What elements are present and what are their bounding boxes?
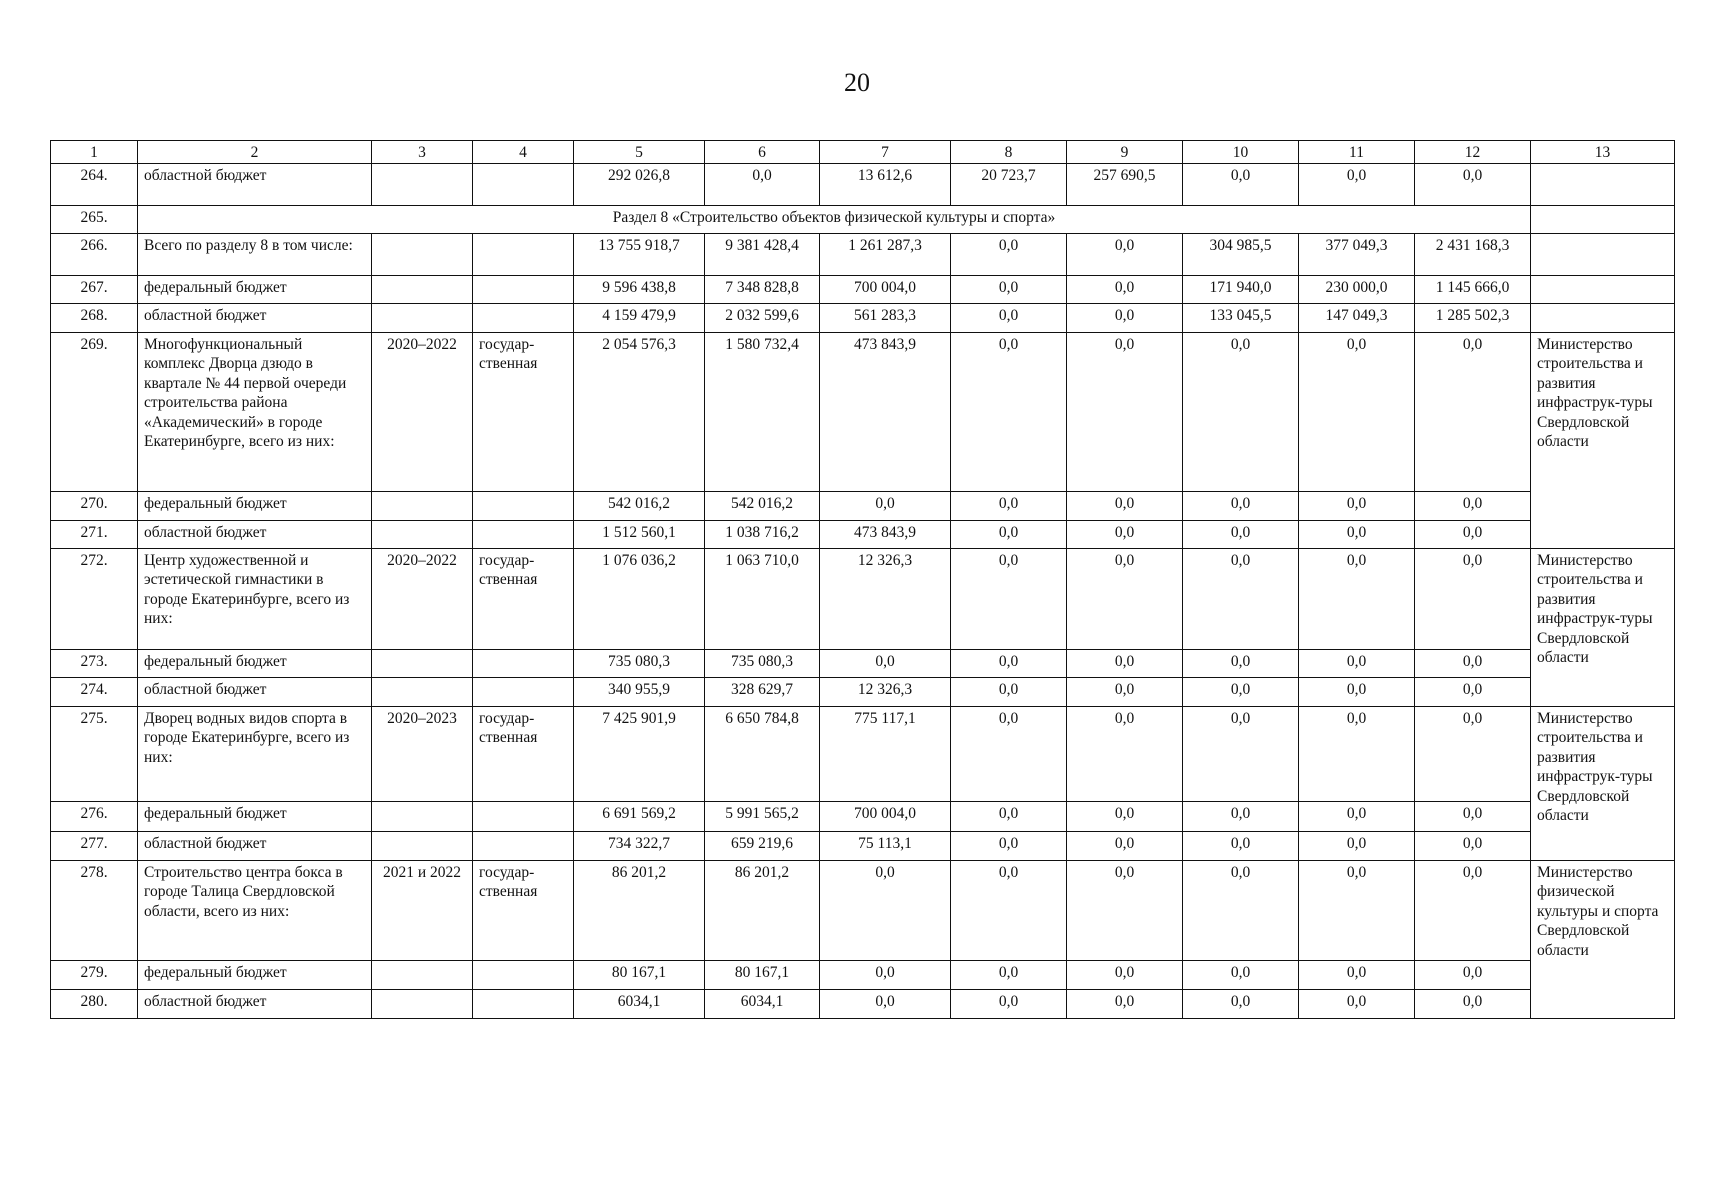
value-cell: 0,0 (820, 960, 951, 989)
value-cell: 377 049,3 (1299, 233, 1415, 275)
period-cell (372, 649, 473, 677)
value-cell: 0,0 (951, 677, 1067, 706)
row-number: 264. (51, 163, 138, 205)
value-cell: 0,0 (1067, 831, 1183, 860)
table-row (51, 303, 1675, 332)
item-name: областной бюджет (138, 831, 372, 860)
period-cell (372, 677, 473, 706)
responsible-cell: Министерство строительства и развития инфраструк-туры Свердловской области (1531, 332, 1675, 548)
value-cell: 0,0 (951, 303, 1067, 332)
period-cell: 2020–2022 (372, 332, 473, 491)
value-cell: 0,0 (951, 801, 1067, 831)
value-cell: 542 016,2 (705, 491, 820, 520)
table-row (51, 233, 1675, 275)
column-header: 11 (1299, 141, 1415, 164)
row-number: 279. (51, 960, 138, 989)
value-cell: 340 955,9 (574, 677, 705, 706)
type-cell (473, 303, 574, 332)
value-cell: 2 431 168,3 (1415, 233, 1531, 275)
value-cell: 13 755 918,7 (574, 233, 705, 275)
table-row (51, 677, 1675, 706)
responsible-cell (1531, 275, 1675, 303)
value-cell: 7 348 828,8 (705, 275, 820, 303)
value-cell: 0,0 (1299, 491, 1415, 520)
column-header: 12 (1415, 141, 1531, 164)
value-cell: 0,0 (1067, 860, 1183, 960)
value-cell: 7 425 901,9 (574, 706, 705, 801)
row-number: 272. (51, 548, 138, 649)
table-row (51, 163, 1675, 205)
value-cell: 0,0 (1183, 860, 1299, 960)
column-header: 8 (951, 141, 1067, 164)
value-cell: 257 690,5 (1067, 163, 1183, 205)
value-cell: 1 076 036,2 (574, 548, 705, 649)
value-cell: 0,0 (951, 860, 1067, 960)
responsible-cell: Министерство строительства и развития инфраструк-туры Свердловской области (1531, 548, 1675, 706)
period-cell (372, 520, 473, 548)
value-cell: 86 201,2 (705, 860, 820, 960)
value-cell: 6 691 569,2 (574, 801, 705, 831)
value-cell: 0,0 (951, 275, 1067, 303)
period-cell (372, 233, 473, 275)
value-cell: 0,0 (1183, 649, 1299, 677)
responsible-cell (1531, 303, 1675, 332)
period-cell (372, 491, 473, 520)
period-cell (372, 960, 473, 989)
value-cell: 0,0 (1299, 332, 1415, 491)
period-cell (372, 801, 473, 831)
value-cell: 0,0 (1299, 960, 1415, 989)
value-cell: 0,0 (820, 649, 951, 677)
row-number: 280. (51, 989, 138, 1018)
row-number: 268. (51, 303, 138, 332)
type-cell (473, 960, 574, 989)
item-name: Строительство центра бокса в городе Талица Свердловской области, всего из них: (138, 860, 372, 960)
row-number: 278. (51, 860, 138, 960)
row-number: 274. (51, 677, 138, 706)
value-cell: 1 063 710,0 (705, 548, 820, 649)
item-name: областной бюджет (138, 677, 372, 706)
column-header: 7 (820, 141, 951, 164)
value-cell: 0,0 (1415, 677, 1531, 706)
value-cell: 0,0 (1415, 548, 1531, 649)
value-cell: 734 322,7 (574, 831, 705, 860)
type-cell (473, 677, 574, 706)
responsible-cell (1531, 233, 1675, 275)
value-cell: 0,0 (1415, 801, 1531, 831)
type-cell (473, 275, 574, 303)
value-cell: 659 219,6 (705, 831, 820, 860)
value-cell: 0,0 (1183, 677, 1299, 706)
value-cell: 0,0 (820, 860, 951, 960)
row-number: 273. (51, 649, 138, 677)
value-cell: 0,0 (1067, 332, 1183, 491)
value-cell: 0,0 (951, 706, 1067, 801)
table-cell (1531, 205, 1675, 233)
value-cell: 0,0 (951, 332, 1067, 491)
value-cell: 0,0 (1415, 989, 1531, 1018)
value-cell: 0,0 (1415, 332, 1531, 491)
value-cell: 0,0 (1067, 801, 1183, 831)
table-row (51, 520, 1675, 548)
table-row (51, 706, 1675, 801)
value-cell: 12 326,3 (820, 548, 951, 649)
value-cell: 0,0 (705, 163, 820, 205)
value-cell: 2 032 599,6 (705, 303, 820, 332)
value-cell: 80 167,1 (705, 960, 820, 989)
value-cell: 0,0 (951, 989, 1067, 1018)
table-row (51, 332, 1675, 491)
value-cell: 0,0 (1299, 831, 1415, 860)
period-cell: 2020–2023 (372, 706, 473, 801)
value-cell: 4 159 479,9 (574, 303, 705, 332)
column-header: 3 (372, 141, 473, 164)
value-cell: 20 723,7 (951, 163, 1067, 205)
table-row (51, 548, 1675, 649)
item-name: Всего по разделу 8 в том числе: (138, 233, 372, 275)
item-name: Многофункциональный комплекс Дворца дзюдо в квартале № 44 первой очереди строительства района «Академический» в городе Екатеринбурге, всего из них: (138, 332, 372, 491)
row-number: 275. (51, 706, 138, 801)
item-name: областной бюджет (138, 520, 372, 548)
type-cell: государ-ственная (473, 332, 574, 491)
value-cell: 171 940,0 (1183, 275, 1299, 303)
value-cell: 12 326,3 (820, 677, 951, 706)
value-cell: 6034,1 (705, 989, 820, 1018)
value-cell: 75 113,1 (820, 831, 951, 860)
value-cell: 0,0 (1183, 491, 1299, 520)
value-cell: 0,0 (1067, 989, 1183, 1018)
table-row (51, 989, 1675, 1018)
value-cell: 0,0 (1415, 860, 1531, 960)
header-row (51, 141, 1675, 164)
item-name: Дворец водных видов спорта в городе Екатеринбурге, всего из них: (138, 706, 372, 801)
table-row (51, 649, 1675, 677)
value-cell: 6034,1 (574, 989, 705, 1018)
item-name: федеральный бюджет (138, 801, 372, 831)
type-cell (473, 520, 574, 548)
item-name: Центр художественной и эстетической гимнастики в городе Екатеринбурге, всего из них: (138, 548, 372, 649)
column-header: 5 (574, 141, 705, 164)
value-cell: 1 145 666,0 (1415, 275, 1531, 303)
row-number: 271. (51, 520, 138, 548)
value-cell: 0,0 (1415, 520, 1531, 548)
row-number: 277. (51, 831, 138, 860)
item-name: федеральный бюджет (138, 491, 372, 520)
value-cell: 0,0 (1415, 706, 1531, 801)
value-cell: 0,0 (1299, 706, 1415, 801)
type-cell: государ-ственная (473, 860, 574, 960)
value-cell: 0,0 (1299, 649, 1415, 677)
type-cell (473, 831, 574, 860)
table-row (51, 860, 1675, 960)
value-cell: 0,0 (951, 491, 1067, 520)
table-row (51, 801, 1675, 831)
value-cell: 0,0 (1067, 491, 1183, 520)
column-header: 6 (705, 141, 820, 164)
value-cell: 0,0 (1415, 831, 1531, 860)
table-row (51, 960, 1675, 989)
value-cell: 0,0 (951, 831, 1067, 860)
item-name: областной бюджет (138, 163, 372, 205)
value-cell: 0,0 (1415, 960, 1531, 989)
row-number: 265. (51, 205, 138, 233)
value-cell: 700 004,0 (820, 801, 951, 831)
period-cell (372, 989, 473, 1018)
column-header: 9 (1067, 141, 1183, 164)
type-cell (473, 989, 574, 1018)
budget-table (50, 140, 1675, 1019)
value-cell: 304 985,5 (1183, 233, 1299, 275)
value-cell: 0,0 (1183, 706, 1299, 801)
period-cell: 2021 и 2022 (372, 860, 473, 960)
value-cell: 0,0 (951, 520, 1067, 548)
value-cell: 9 596 438,8 (574, 275, 705, 303)
value-cell: 0,0 (1299, 989, 1415, 1018)
value-cell: 5 991 565,2 (705, 801, 820, 831)
value-cell: 0,0 (1067, 677, 1183, 706)
table-row (51, 491, 1675, 520)
value-cell: 561 283,3 (820, 303, 951, 332)
table-row (51, 205, 1675, 233)
value-cell: 0,0 (1299, 801, 1415, 831)
value-cell: 0,0 (1183, 989, 1299, 1018)
column-header: 13 (1531, 141, 1675, 164)
value-cell: 0,0 (951, 233, 1067, 275)
row-number: 267. (51, 275, 138, 303)
value-cell: 9 381 428,4 (705, 233, 820, 275)
value-cell: 0,0 (1183, 801, 1299, 831)
value-cell: 0,0 (1067, 233, 1183, 275)
row-number: 269. (51, 332, 138, 491)
row-number: 266. (51, 233, 138, 275)
value-cell: 1 038 716,2 (705, 520, 820, 548)
value-cell: 0,0 (1067, 960, 1183, 989)
page-number: 20 (844, 68, 870, 97)
responsible-cell: Министерство строительства и развития инфраструк-туры Свердловской области (1531, 706, 1675, 860)
item-name: областной бюджет (138, 303, 372, 332)
value-cell: 0,0 (1067, 548, 1183, 649)
type-cell (473, 491, 574, 520)
value-cell: 0,0 (1183, 520, 1299, 548)
value-cell: 2 054 576,3 (574, 332, 705, 491)
value-cell: 473 843,9 (820, 520, 951, 548)
value-cell: 700 004,0 (820, 275, 951, 303)
value-cell: 80 167,1 (574, 960, 705, 989)
table-row (51, 831, 1675, 860)
item-name: областной бюджет (138, 989, 372, 1018)
column-header: 4 (473, 141, 574, 164)
item-name: федеральный бюджет (138, 275, 372, 303)
type-cell (473, 649, 574, 677)
value-cell: 473 843,9 (820, 332, 951, 491)
period-cell (372, 831, 473, 860)
value-cell: 0,0 (1067, 520, 1183, 548)
value-cell: 6 650 784,8 (705, 706, 820, 801)
column-header: 10 (1183, 141, 1299, 164)
value-cell: 13 612,6 (820, 163, 951, 205)
row-number: 270. (51, 491, 138, 520)
column-header: 2 (138, 141, 372, 164)
value-cell: 0,0 (1183, 960, 1299, 989)
value-cell: 735 080,3 (705, 649, 820, 677)
value-cell: 0,0 (1299, 520, 1415, 548)
value-cell: 0,0 (1415, 491, 1531, 520)
value-cell: 0,0 (820, 491, 951, 520)
value-cell: 0,0 (1183, 163, 1299, 205)
item-name: федеральный бюджет (138, 960, 372, 989)
value-cell: 0,0 (1299, 548, 1415, 649)
responsible-cell (1531, 163, 1675, 205)
period-cell: 2020–2022 (372, 548, 473, 649)
responsible-cell: Министерство физической культуры и спорта Свердловской области (1531, 860, 1675, 1018)
value-cell: 0,0 (1183, 548, 1299, 649)
value-cell: 328 629,7 (705, 677, 820, 706)
value-cell: 1 580 732,4 (705, 332, 820, 491)
type-cell (473, 163, 574, 205)
type-cell (473, 801, 574, 831)
value-cell: 0,0 (820, 989, 951, 1018)
table-row (51, 275, 1675, 303)
value-cell: 0,0 (1299, 677, 1415, 706)
value-cell: 1 261 287,3 (820, 233, 951, 275)
type-cell: государ-ственная (473, 706, 574, 801)
value-cell: 0,0 (1415, 649, 1531, 677)
value-cell: 147 049,3 (1299, 303, 1415, 332)
column-header: 1 (51, 141, 138, 164)
value-cell: 0,0 (1067, 303, 1183, 332)
value-cell: 0,0 (1067, 706, 1183, 801)
value-cell: 0,0 (951, 960, 1067, 989)
value-cell: 0,0 (1067, 649, 1183, 677)
section-title: Раздел 8 «Строительство объектов физической культуры и спорта» (138, 205, 1531, 233)
value-cell: 230 000,0 (1299, 275, 1415, 303)
value-cell: 1 512 560,1 (574, 520, 705, 548)
type-cell (473, 233, 574, 275)
value-cell: 86 201,2 (574, 860, 705, 960)
value-cell: 735 080,3 (574, 649, 705, 677)
period-cell (372, 163, 473, 205)
value-cell: 1 285 502,3 (1415, 303, 1531, 332)
value-cell: 0,0 (1183, 332, 1299, 491)
item-name: федеральный бюджет (138, 649, 372, 677)
value-cell: 0,0 (1299, 163, 1415, 205)
value-cell: 0,0 (1299, 860, 1415, 960)
value-cell: 0,0 (1183, 831, 1299, 860)
value-cell: 542 016,2 (574, 491, 705, 520)
value-cell: 133 045,5 (1183, 303, 1299, 332)
value-cell: 0,0 (1415, 163, 1531, 205)
value-cell: 0,0 (1067, 275, 1183, 303)
period-cell (372, 275, 473, 303)
value-cell: 0,0 (951, 548, 1067, 649)
value-cell: 775 117,1 (820, 706, 951, 801)
value-cell: 0,0 (951, 649, 1067, 677)
period-cell (372, 303, 473, 332)
type-cell: государ-ственная (473, 548, 574, 649)
value-cell: 292 026,8 (574, 163, 705, 205)
row-number: 276. (51, 801, 138, 831)
